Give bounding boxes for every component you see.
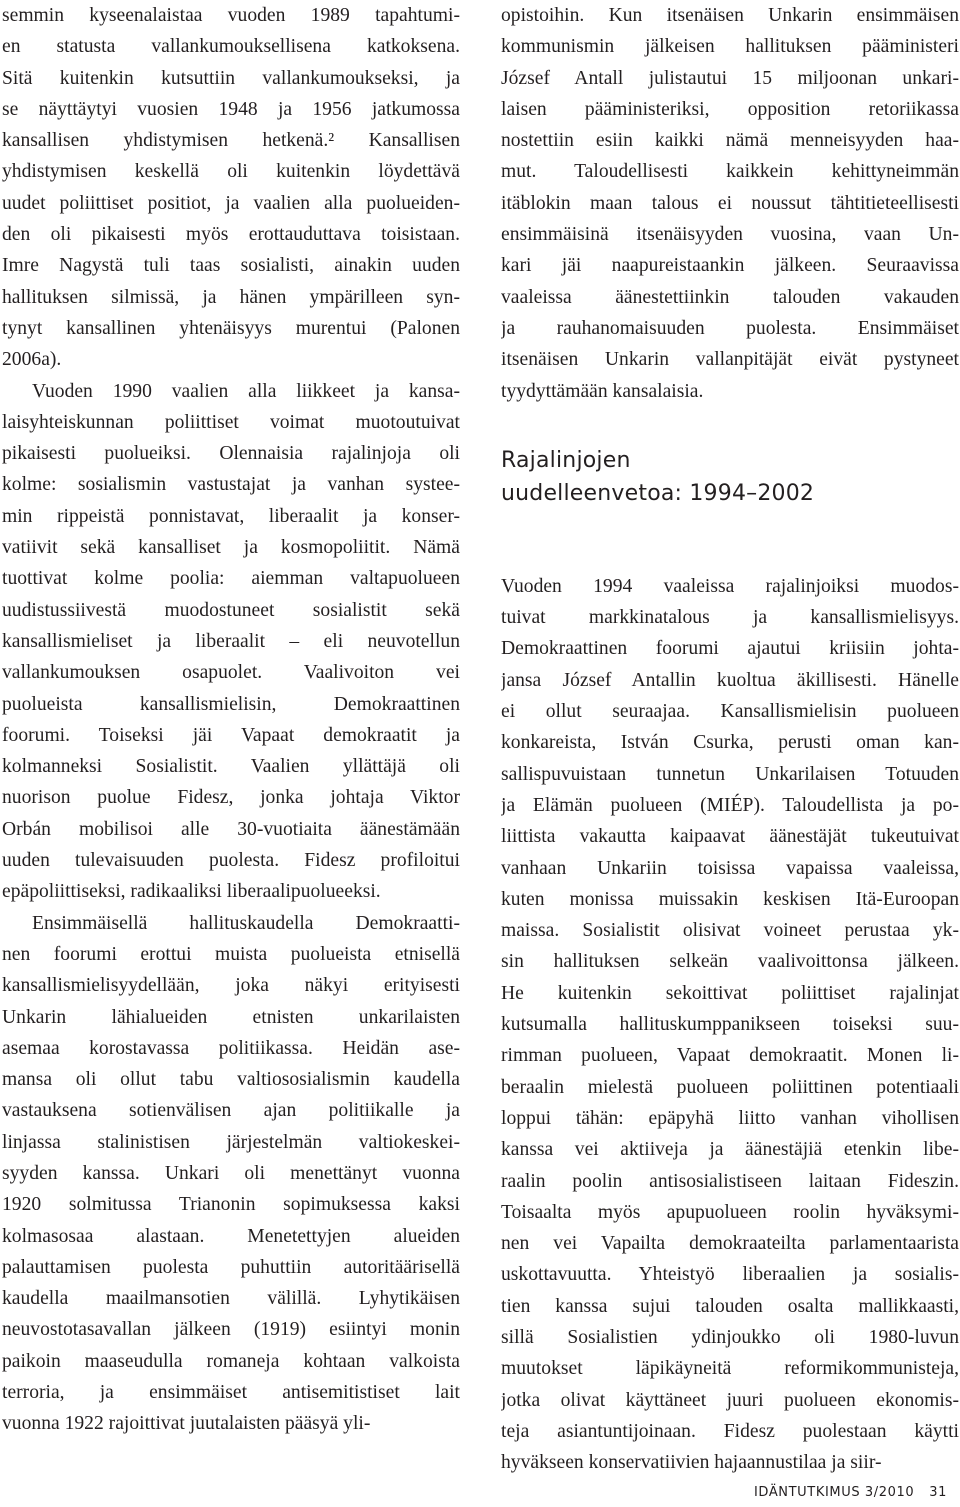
text-line: rimman puolueen, Vapaat demokraatit. Monen li- xyxy=(501,1045,959,1067)
text-line: neuvostotasavallan jälkeen (1919) esiintyi monin xyxy=(2,1319,460,1341)
text-line: terroria, ja ensimmäiset antisemitistiset lait xyxy=(2,1382,460,1404)
text-line: vaaleissa äänestettiinkin talouden vakauden xyxy=(501,286,959,308)
text-line: sin hallituksen selkeän vaalivoittonsa jälkeen. xyxy=(501,951,959,973)
text-line: pikaisesti puolueiksi. Olennaisia rajalinjoja oli xyxy=(2,443,460,465)
text-line: itsenäisen Unkarin vallanpitäjät eivät pystyneet xyxy=(501,349,959,371)
right-body-after-heading xyxy=(501,571,959,1479)
text-line: muutokset läpikäyneitä reformikommunisteja, xyxy=(501,1358,959,1380)
text-line: palauttamisen puolesta puhuttiin autoritäärisellä xyxy=(2,1256,460,1278)
text-line: tuottivat kolme poolia: aiemman valtapuolueen xyxy=(2,568,460,590)
text-line: laisen pääministeriksi, opposition retoriikassa xyxy=(501,98,959,120)
text-line: laisyhteiskunnan poliittiset voimat muotoutuivat xyxy=(2,411,460,433)
text-line: uudet poliittiset positiot, ja vaalien alla puolueiden- xyxy=(2,192,460,214)
text-line: uudistussiivestä muodostuneet sosialistit sekä xyxy=(2,599,460,621)
text-line: semmin kyseenalaistaa vuoden 1989 tapahtumi- xyxy=(2,5,460,26)
text-line: ja Elämän puolueen (MIÉP). Taloudellista ja po- xyxy=(501,794,959,816)
right-column xyxy=(501,0,959,1478)
text-line: hallituksen silmissä, ja hänen ympärilleen syn- xyxy=(2,286,460,308)
text-line: Vuoden 1990 vaalien alla liikkeet ja kansa- xyxy=(32,380,460,402)
text-line: kansallisen yhdistymisen hetkenä.² Kansallisen xyxy=(2,130,460,152)
text-line: nuorison puolue Fidesz, jonka johtaja Viktor xyxy=(2,787,460,809)
text-line: vatiivit sekä kansalliset ja kosmopoliitit. Nämä xyxy=(2,537,460,559)
text-line: vastauksena sotienvälisen ajan politiikalle ja xyxy=(2,1100,460,1122)
text-line: maissa. Sosialistit olisivat voineet perustaa yk- xyxy=(501,920,959,942)
text-line: syyden kanssa. Unkari oli menettänyt vuonna xyxy=(2,1162,460,1184)
text-line: jansa József Antallin kuoltua äkillisesti. Hänelle xyxy=(501,669,959,691)
text-line: Toisaalta myös apupuolueen roolin hyväksymi- xyxy=(501,1201,959,1223)
text-line: min rippeistä ponnistavat, liberaalit ja konser- xyxy=(2,505,460,527)
text-line: en statusta vallankumouksellisena katkoksena. xyxy=(2,36,460,58)
text-line: sallispuvuistaan tunnetun Unkarilaisen Totuuden xyxy=(501,763,959,785)
text-line: foorumi. Toiseksi jäi Vapaat demokraatit ja xyxy=(2,724,460,746)
text-line: hyväkseen konservatiivien hajaannustilaa ja siir- xyxy=(501,1452,882,1474)
text-line: kansallismieliset ja liberaalit – eli neuvotellun xyxy=(2,630,460,652)
text-line: Sitä kuitenkin kutsuttiin vallankumoukseksi, ja xyxy=(2,67,460,89)
text-line: tuivat markkinatalous ja kansallismielisyys. xyxy=(501,607,959,629)
text-line: kutsumalla hallituskumppanikseen toiseksi suu- xyxy=(501,1014,959,1036)
text-line: linjassa stalinistisen järjestelmän valtiokeskei- xyxy=(2,1131,460,1153)
journal-issue: IDÄNTUTKIMUS 3/2010 xyxy=(754,1485,915,1500)
text-line: tyydyttämään kansalaisia. xyxy=(501,380,704,402)
text-line: teja asiantuntijoinaan. Fidesz puolestaan käytti xyxy=(501,1420,959,1442)
section-heading-line-1: Rajalinjojen xyxy=(501,447,631,473)
text-line: kanssa vei aktiiveja ja äänestäjiä etenkin libe- xyxy=(501,1139,959,1161)
text-line: vuonna 1922 rajoittivat juutalaisten pääsyä yli- xyxy=(2,1413,371,1435)
text-line: kolmasosaa alastaan. Menetettyjen alueiden xyxy=(2,1225,460,1247)
text-line: paikoin maaseudulla romaneja kohtaan valkoista xyxy=(2,1350,460,1372)
text-line: yhdistymisen keskellä oli kuitenkin löydettävä xyxy=(2,161,460,183)
text-line: 2006a). xyxy=(2,349,62,371)
text-line: nostettiin esiin kaikki nämä menneisyyden haa- xyxy=(501,130,959,152)
text-line: den oli pikaisesti myös erottauduttava toisistaan. xyxy=(2,224,460,246)
text-line: uskottavuutta. Yhteistyö liberaalien ja sosialis- xyxy=(501,1264,959,1286)
text-line: loppui tähän: epäpyhä liitto vanhan vihollisen xyxy=(501,1107,959,1129)
text-line: Ensimmäisellä hallituskaudella Demokraatti- xyxy=(32,912,460,934)
text-line: mut. Taloudellisesti kaikkein kehittyneimmän xyxy=(501,161,959,183)
text-line: vanhaan Unkariin toisissa vapaissa vaaleissa, xyxy=(501,857,959,879)
text-line: kaudella maailmansotien välillä. Lyhytikäisen xyxy=(2,1288,460,1310)
text-line: Orbán mobilisoi alle 30-vuotiaita äänestämään xyxy=(2,818,460,840)
text-line: Vuoden 1994 vaaleissa rajalinjoiksi muodos- xyxy=(501,575,959,597)
text-line: kuten monissa muissakin keskisen Itä-Euroopan xyxy=(501,888,959,910)
text-line: raalin poolin antisosialistiseen laitaan Fideszin. xyxy=(501,1170,959,1192)
section-heading-line-2: uudelleenvetoa: 1994–2002 xyxy=(501,480,815,506)
text-line: ei ollut seuraajaa. Kansallismielisin puolueen xyxy=(501,701,959,723)
text-line: uuden tulevaisuuden puolesta. Fidesz profiloitui xyxy=(2,850,460,872)
text-line: liittista vakautta kaipaavat äänestäjät tukeutuivat xyxy=(501,826,959,848)
text-line: kolmanneksi Sosialistit. Vaalien yllättäjä oli xyxy=(2,756,460,778)
page-footer xyxy=(754,1485,947,1500)
text-line: kommunismin jälkeisen hallituksen pääministeri xyxy=(501,36,959,58)
text-line: tynyt kansallinen yhtenäisyys murentui (Palonen xyxy=(2,317,460,339)
text-line: itäblokin maan talous ei noussut tähtitieteellisesti xyxy=(501,192,959,214)
text-line: opistoihin. Kun itsenäisen Unkarin ensimmäisen xyxy=(501,5,959,26)
text-line: Imre Nagystä tuli taas sosialisti, ainakin uuden xyxy=(2,255,460,277)
text-line: nen vei Vapailta demokraateilta parlamentaarista xyxy=(501,1233,959,1255)
text-line: ja rauhanomaisuuden puolesta. Ensimmäiset xyxy=(501,317,959,339)
text-line: He kuitenkin sekoittivat poliittiset rajalinjat xyxy=(501,982,959,1004)
text-line: tien kanssa sujui talouden osalta mallikkaasti, xyxy=(501,1295,959,1317)
text-line: 1920 solmitussa Trianonin sopimuksessa kaksi xyxy=(2,1194,460,1216)
page-number: 31 xyxy=(929,1485,947,1500)
left-column xyxy=(2,0,460,1440)
text-line: konkareista, István Csurka, perusti oman kan- xyxy=(501,732,959,754)
text-line: jotka olivat käyttäneet juuri puolueen ekonomis- xyxy=(501,1389,959,1411)
text-line: Unkarin lähialueiden etnisten unkarilaisten xyxy=(2,1006,460,1028)
text-line: epäpoliittiseksi, radikaaliksi liberaalipuolueeksi. xyxy=(2,881,381,903)
text-line: kari jäi naapureistaankin jälkeen. Seuraavissa xyxy=(501,255,959,277)
text-line: asemaa korostavassa politiikassa. Heidän ase- xyxy=(2,1037,460,1059)
text-line: se näyttäytyi vuosien 1948 ja 1956 jatkumossa xyxy=(2,98,460,120)
text-line: Demokraattinen foorumi ajautui kriisiin johta- xyxy=(501,638,959,660)
text-line: vallankumouksen osapuolet. Vaalivoiton vei xyxy=(2,662,460,684)
text-line: beraalin mielestä puolueen poliittinen potentiaali xyxy=(501,1076,959,1098)
section-heading xyxy=(501,444,959,510)
text-line: kansallismielisyydellään, joka näkyi erityisesti xyxy=(2,975,460,997)
text-line: József Antall julistautui 15 miljoonan unkari- xyxy=(501,67,959,89)
text-line: kolme: sosialismin vastustajat ja vanhan systee- xyxy=(2,474,460,496)
right-body-before-heading xyxy=(501,0,959,407)
text-line: sillä Sosialistien ydinjoukko oli 1980-luvun xyxy=(501,1326,959,1348)
text-line: mansa oli ollut tabu valtiososialismin kaudella xyxy=(2,1069,460,1091)
text-line: puolueista kansallismielisin, Demokraattinen xyxy=(2,693,460,715)
text-line: ensimmäisinä itsenäisyyden vuosina, vaan Un- xyxy=(501,224,959,246)
text-line: nen foorumi erottui muista puolueista etnisellä xyxy=(2,943,460,965)
